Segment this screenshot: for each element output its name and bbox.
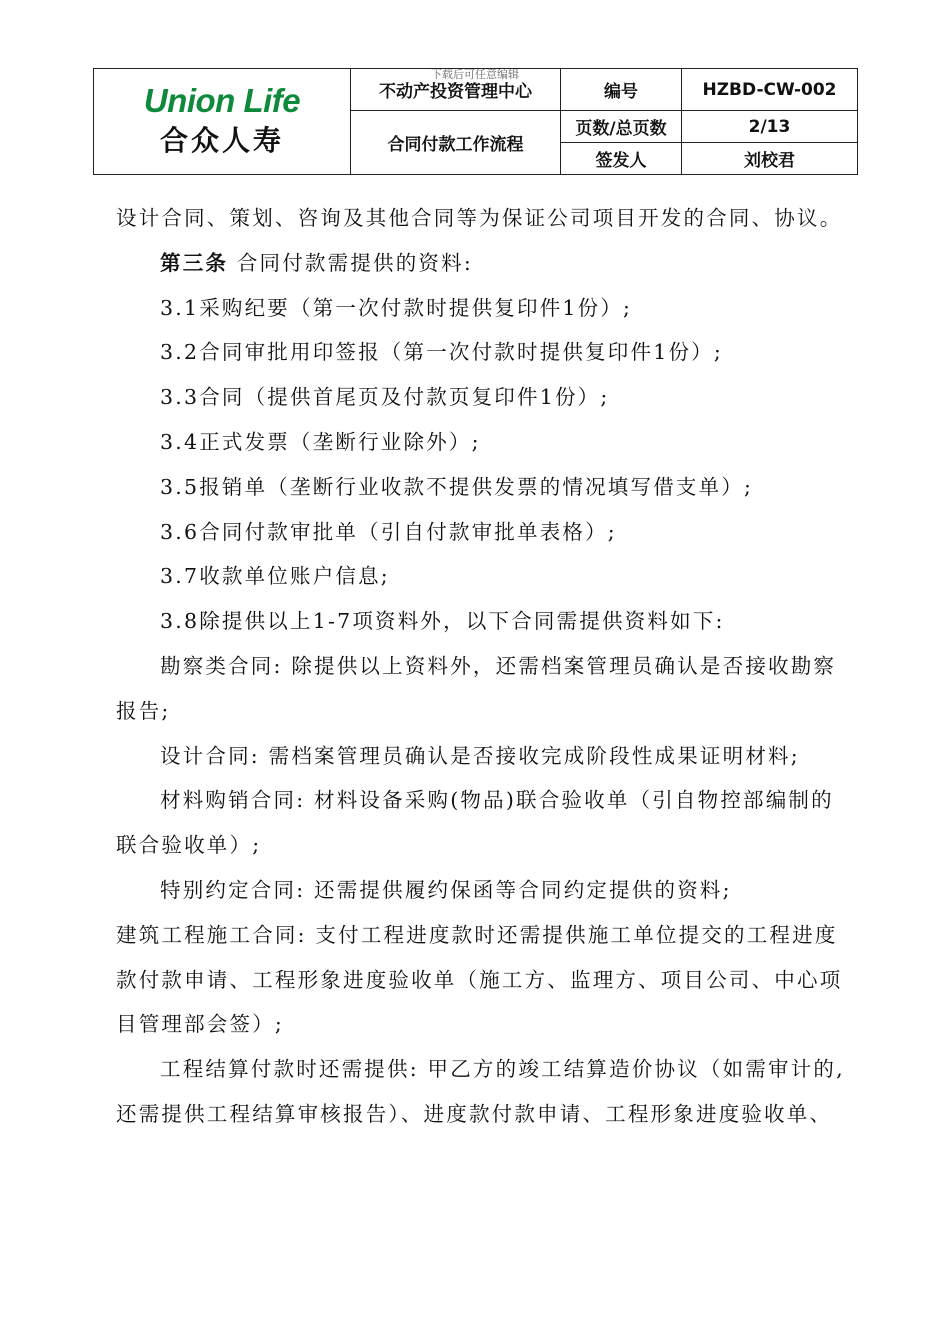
code-label: 编号 bbox=[561, 69, 682, 111]
body-line: 材料购销合同: 材料设备采购(物品)联合验收单（引自物控部编制的 bbox=[160, 788, 834, 813]
article-number: 第三条 bbox=[160, 250, 229, 275]
body-line: 特别约定合同: 还需提供履约保函等合同约定提供的资料; bbox=[160, 877, 732, 902]
list-item: 3.1采购纪要（第一次付款时提供复印件1份）; bbox=[160, 295, 633, 320]
list-item: 3.8除提供以上1-7项资料外，以下合同需提供资料如下: bbox=[160, 609, 725, 634]
article-heading bbox=[116, 241, 856, 286]
body-line: 勘察类合同: 除提供以上资料外，还需档案管理员确认是否接收勘察 bbox=[160, 653, 837, 678]
list-item: 3.2合同审批用印签报（第一次付款时提供复印件1份）; bbox=[160, 340, 723, 365]
document-body bbox=[116, 196, 856, 1137]
company-logo bbox=[94, 69, 351, 175]
list-item: 3.6合同付款审批单（引自付款审批单表格）; bbox=[160, 519, 617, 544]
body-line: 联合验收单）; bbox=[116, 833, 262, 858]
list-item: 3.5报销单（垄断行业收款不提供发票的情况填写借支单）; bbox=[160, 474, 754, 499]
logo-chinese: 合众人寿 bbox=[159, 124, 284, 157]
pages-label: 页数/总页数 bbox=[561, 111, 682, 143]
body-line: 设计合同、策划、咨询及其他合同等为保证公司项目开发的合同、协议。 bbox=[116, 206, 843, 230]
body-line: 设计合同: 需档案管理员确认是否接收完成阶段性成果证明材料; bbox=[160, 743, 800, 768]
code-value: HZBD-CW-002 bbox=[682, 69, 858, 111]
document-title: 合同付款工作流程 bbox=[351, 111, 561, 175]
watermark-text: 下载后可任意编辑 bbox=[431, 68, 519, 81]
body-line: 款付款申请、工程形象进度验收单（施工方、监理方、项目公司、中心项 bbox=[116, 967, 843, 992]
department-name: 不动产投资管理中心 bbox=[351, 69, 561, 111]
issuer-value: 刘校君 bbox=[682, 143, 858, 175]
list-item: 3.3合同（提供首尾页及付款页复印件1份）; bbox=[160, 385, 610, 410]
list-item: 3.4正式发票（垄断行业除外）; bbox=[160, 429, 481, 454]
body-line: 工程结算付款时还需提供: 甲乙方的竣工结算造价协议（如需审计的, bbox=[160, 1057, 845, 1082]
body-line: 建筑工程施工合同: 支付工程进度款时还需提供施工单位提交的工程进度 bbox=[116, 922, 838, 947]
body-line: 报告; bbox=[116, 698, 171, 723]
body-line: 还需提供工程结算审核报告）、进度款付款申请、工程形象进度验收单、 bbox=[116, 1101, 833, 1126]
list-item: 3.7收款单位账户信息; bbox=[160, 564, 390, 589]
article-title: 合同付款需提供的资料: bbox=[228, 250, 473, 275]
body-line: 目管理部会签）; bbox=[116, 1012, 285, 1037]
document-header-table bbox=[93, 68, 858, 175]
logo-english: Union Life bbox=[143, 82, 301, 119]
pages-value: 2/13 bbox=[682, 111, 858, 143]
issuer-label: 签发人 bbox=[561, 143, 682, 175]
